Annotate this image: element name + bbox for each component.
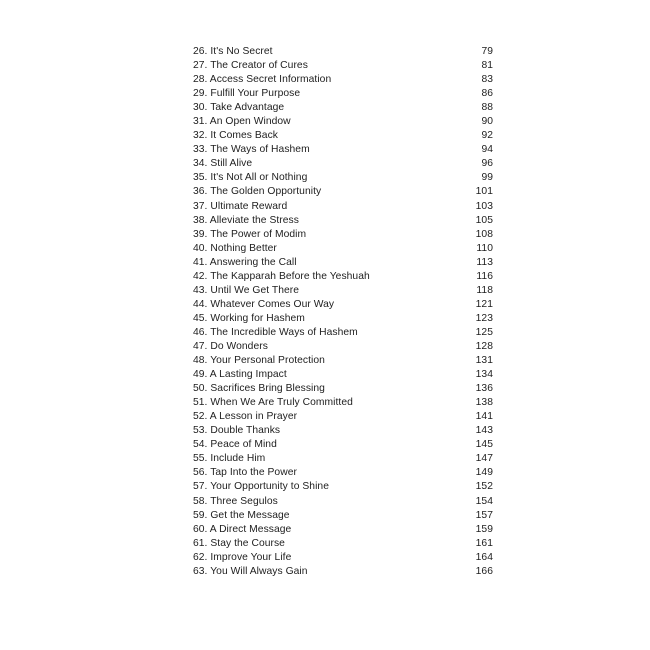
- toc-entry-page: 166: [475, 565, 493, 577]
- toc-entry-title: 38. Alleviate the Stress: [193, 214, 299, 226]
- toc-entry: [193, 200, 493, 214]
- toc-entry-title: 61. Stay the Course: [193, 537, 285, 549]
- toc-entry-title: 44. Whatever Comes Our Way: [193, 298, 335, 310]
- toc-entry-title: 49. A Lasting Impact: [193, 369, 287, 381]
- toc-entry-title: 53. Double Thanks: [193, 425, 281, 437]
- toc-entry-title: 31. An Open Window: [193, 116, 291, 128]
- toc-entry: [193, 480, 493, 494]
- toc-entry-page: 86: [481, 88, 493, 100]
- toc-entry-page: 121: [475, 298, 493, 310]
- toc-entry: [193, 312, 493, 326]
- toc-entry: [193, 284, 493, 298]
- toc-entry: [193, 368, 493, 382]
- toc-entry-title: 52. A Lesson in Prayer: [193, 411, 298, 423]
- toc-entry: [193, 326, 493, 340]
- toc-entry-title: 47. Do Wonders: [193, 340, 268, 352]
- toc-entry: [193, 537, 493, 551]
- toc-entry-title: 30. Take Advantage: [193, 102, 285, 114]
- toc-entry-page: 136: [475, 383, 493, 395]
- toc-entry: [193, 298, 493, 312]
- toc-entry-title: 37. Ultimate Reward: [193, 200, 288, 212]
- toc-entry: [193, 452, 493, 466]
- toc-entry-page: 79: [481, 46, 493, 57]
- toc-entry-title: 33. The Ways of Hashem: [193, 144, 310, 156]
- toc-entry-title: 28. Access Secret Information: [193, 74, 332, 86]
- toc-entry-title: 36. The Golden Opportunity: [193, 186, 322, 198]
- toc-entry-page: 138: [475, 397, 493, 409]
- toc-entry: [193, 242, 493, 256]
- toc-entry-title: 59. Get the Message: [193, 509, 290, 521]
- toc-entry-page: 157: [475, 509, 493, 521]
- toc-entry: [193, 565, 493, 579]
- toc-entry-title: 27. The Creator of Cures: [193, 60, 308, 72]
- toc-entry-page: 92: [481, 130, 493, 142]
- toc-entry-page: 161: [475, 537, 493, 549]
- toc-entry-page: 88: [481, 102, 493, 114]
- toc-entry-title: 62. Improve Your Life: [193, 551, 292, 563]
- toc-entry: [193, 214, 493, 228]
- toc-entry-title: 56. Tap Into the Power: [193, 467, 297, 479]
- toc-entry-page: 154: [475, 495, 493, 507]
- toc-entry-page: 159: [475, 523, 493, 535]
- toc-entry: [193, 424, 493, 438]
- toc-entry: [193, 45, 493, 59]
- toc-entry: [193, 129, 493, 143]
- toc-entry: [193, 185, 493, 199]
- toc-entry-page: 125: [475, 326, 493, 338]
- toc-entry-page: 149: [475, 467, 493, 479]
- toc-entry-page: 147: [475, 453, 493, 465]
- toc-entry-page: 81: [481, 60, 493, 72]
- table-of-contents: [193, 45, 493, 579]
- toc-entry: [193, 59, 493, 73]
- toc-entry-page: 110: [476, 242, 493, 254]
- toc-entry-title: 35. It's Not All or Nothing: [193, 172, 308, 184]
- toc-entry-page: 96: [481, 158, 493, 170]
- toc-entry-page: 99: [481, 172, 493, 184]
- toc-entry-page: 143: [475, 425, 493, 437]
- toc-entry-title: 45. Working for Hashem: [193, 312, 305, 324]
- toc-entry-page: 116: [476, 270, 493, 282]
- toc-entry: [193, 157, 493, 171]
- toc-entry: [193, 495, 493, 509]
- toc-entry-title: 46. The Incredible Ways of Hashem: [193, 326, 358, 338]
- toc-entry-title: 34. Still Alive: [193, 158, 253, 170]
- toc-entry: [193, 73, 493, 87]
- toc-entry: [193, 101, 493, 115]
- toc-entry-title: 43. Until We Get There: [193, 284, 300, 296]
- toc-entry: [193, 551, 493, 565]
- toc-entry-page: 141: [475, 411, 493, 423]
- toc-entry-title: 63. You Will Always Gain: [193, 565, 308, 577]
- toc-entry-page: 94: [481, 144, 493, 156]
- toc-entry: [193, 466, 493, 480]
- toc-entry-page: 83: [481, 74, 493, 86]
- toc-entry-title: 60. A Direct Message: [193, 523, 292, 535]
- toc-entry: [193, 270, 493, 284]
- toc-entry-title: 54. Peace of Mind: [193, 439, 277, 451]
- toc-entry-page: 164: [475, 551, 493, 563]
- toc-entry-page: 101: [475, 186, 493, 198]
- toc-entry-title: 26. It's No Secret: [193, 46, 273, 57]
- toc-entry: [193, 438, 493, 452]
- toc-entry: [193, 171, 493, 185]
- toc-entry: [193, 509, 493, 523]
- toc-entry-page: 118: [476, 284, 493, 296]
- toc-entry: [193, 143, 493, 157]
- toc-entry-page: 108: [475, 228, 493, 240]
- toc-entry: [193, 228, 493, 242]
- toc-entry-title: 32. It Comes Back: [193, 130, 278, 142]
- toc-entry-title: 42. The Kapparah Before the Yeshuah: [193, 270, 370, 282]
- toc-entry-page: 128: [475, 340, 493, 352]
- toc-entry: [193, 115, 493, 129]
- toc-entry-page: 105: [475, 214, 493, 226]
- toc-entry-page: 103: [475, 200, 493, 212]
- toc-entry: [193, 410, 493, 424]
- toc-entry: [193, 87, 493, 101]
- toc-entry: [193, 523, 493, 537]
- toc-entry-page: 145: [475, 439, 493, 451]
- toc-entry-page: 123: [475, 312, 493, 324]
- toc-entry-title: 55. Include Him: [193, 453, 266, 465]
- toc-entry: [193, 396, 493, 410]
- toc-entry-title: 48. Your Personal Protection: [193, 355, 325, 367]
- toc-entry-title: 58. Three Segulos: [193, 495, 278, 507]
- toc-entry-title: 29. Fulfill Your Purpose: [193, 88, 301, 100]
- toc-entry: [193, 354, 493, 368]
- toc-entry-title: 57. Your Opportunity to Shine: [193, 481, 329, 493]
- toc-entry-page: 90: [481, 116, 493, 128]
- toc-entry-page: 113: [476, 256, 493, 268]
- toc-entry-page: 152: [475, 481, 493, 493]
- toc-entry-page: 134: [475, 369, 493, 381]
- toc-entry-title: 41. Answering the Call: [193, 256, 297, 268]
- toc-entry-title: 39. The Power of Modim: [193, 228, 307, 240]
- toc-entry: [193, 256, 493, 270]
- toc-entry: [193, 382, 493, 396]
- toc-entry-title: 50. Sacrifices Bring Blessing: [193, 383, 325, 395]
- toc-entry-title: 40. Nothing Better: [193, 242, 277, 254]
- toc-entry-title: 51. When We Are Truly Committed: [193, 397, 353, 409]
- toc-entry: [193, 340, 493, 354]
- toc-entry-page: 131: [475, 355, 493, 367]
